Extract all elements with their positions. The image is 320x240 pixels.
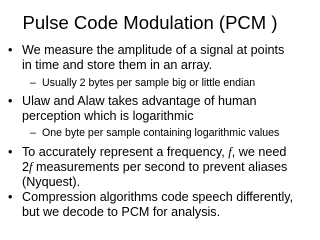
- bullet-item: [8, 145, 294, 190]
- bullet-item: [8, 94, 294, 124]
- bullet-text-part: measurements per second to prevent aliases (Nyquest).: [22, 160, 288, 189]
- frequency-variable: f: [228, 145, 232, 159]
- sub-bullet-text: One byte per sample containing logarithmic values: [42, 127, 280, 139]
- bullet-item: [8, 190, 294, 220]
- bullet-marker: •: [8, 145, 13, 159]
- bullet-text: Compression algorithms code speech differently, but we decode to PCM for analysis.: [22, 190, 294, 219]
- sub-bullet-item: [30, 127, 292, 140]
- sub-bullet-item: [30, 77, 292, 90]
- slide-title: Pulse Code Modulation (PCM ): [22, 12, 278, 33]
- sub-bullet-text: Usually 2 bytes per sample big or little endian: [42, 77, 256, 89]
- bullet-marker: •: [8, 190, 13, 204]
- sub-bullet-marker: –: [30, 77, 36, 89]
- bullet-text: Ulaw and Alaw takes advantage of human perception which is logarithmic: [22, 94, 257, 123]
- frequency-variable: f: [29, 160, 33, 174]
- bullet-text: We measure the amplitude of a signal at points in time and store them in an array.: [22, 43, 285, 72]
- bullet-item: [8, 43, 294, 73]
- bullet-text-part: , we need 2: [22, 145, 287, 174]
- bullet-marker: •: [8, 43, 13, 57]
- sub-bullet-marker: –: [30, 127, 36, 139]
- bullet-marker: •: [8, 94, 13, 108]
- bullet-text-part: To accurately represent a frequency,: [22, 145, 229, 159]
